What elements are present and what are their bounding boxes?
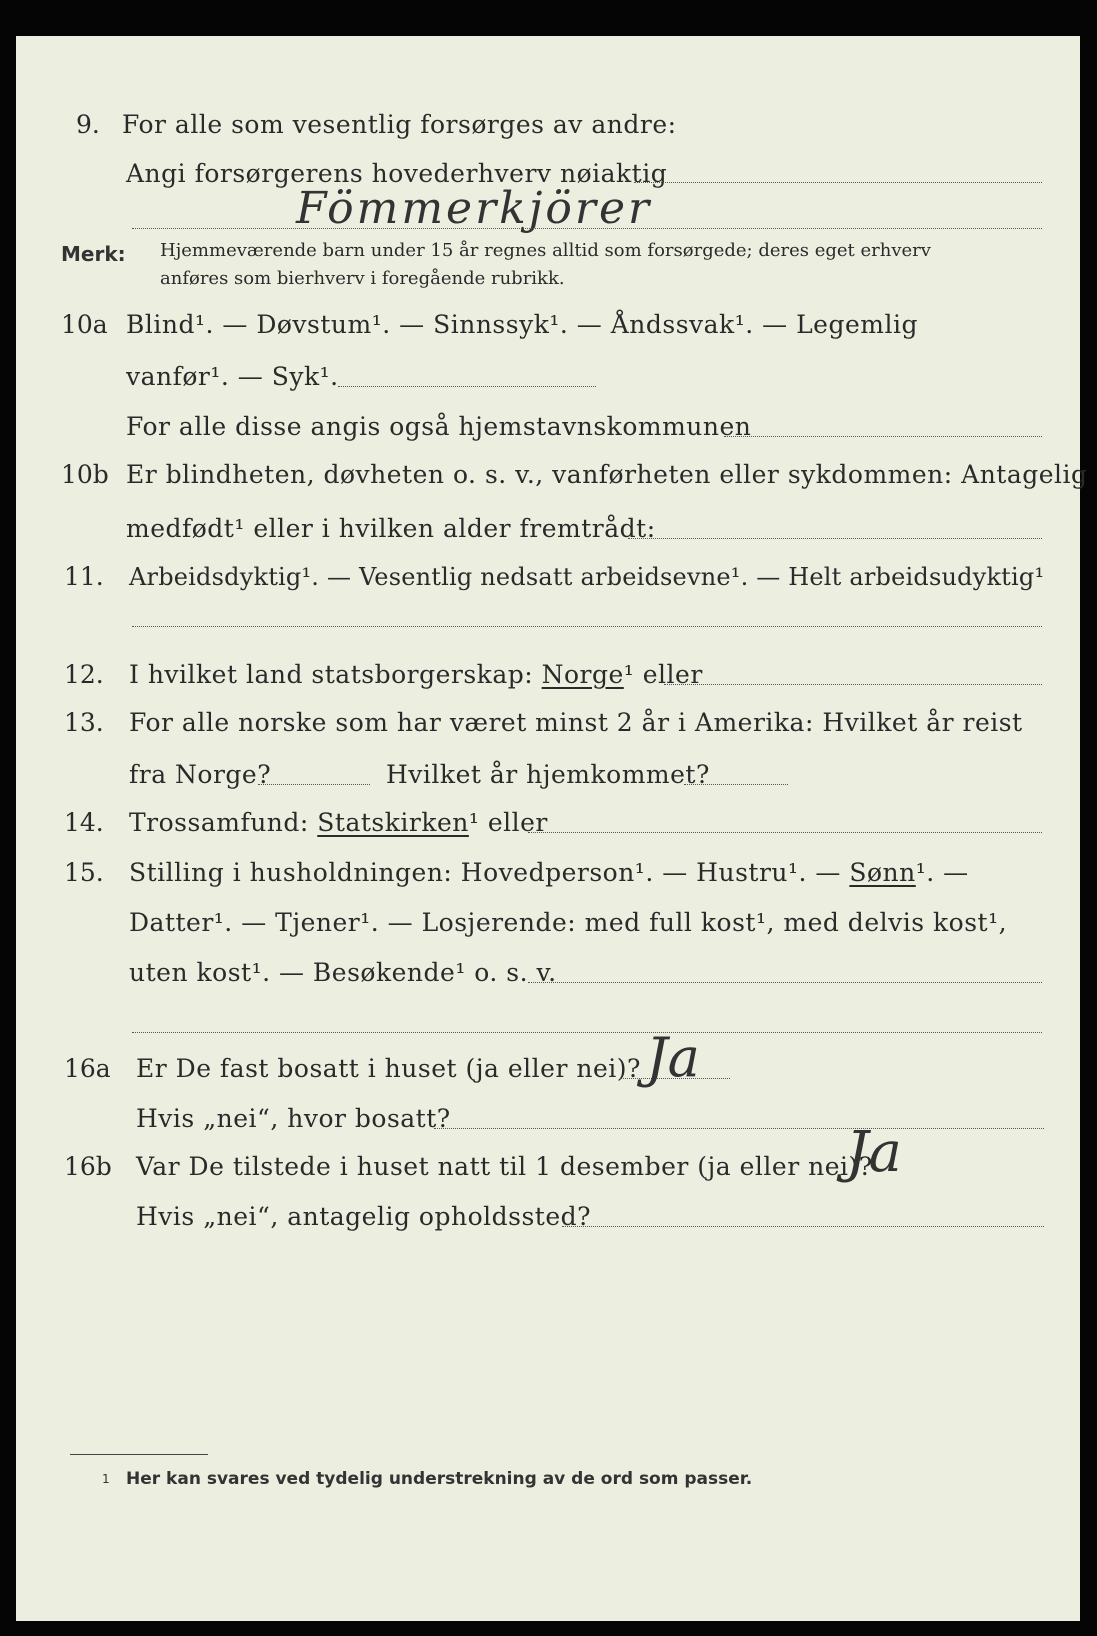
- q9-handwritten-answer: Fömmerkjörer: [296, 183, 653, 234]
- q11-number: 11.: [64, 562, 104, 591]
- q10b-answer-line[interactable]: [628, 538, 1042, 539]
- q15-answer-line-1[interactable]: [528, 982, 1042, 983]
- census-form-page: [16, 36, 1088, 1621]
- q13-line2b: Hvilket år hjemkommet?: [386, 760, 710, 789]
- merk-label: Merk:: [61, 242, 126, 266]
- q13-line2a: fra Norge?: [129, 760, 272, 789]
- q9-line2: Angi forsørgerens hovederhverv nøiaktig: [126, 159, 668, 188]
- q11-answer-line[interactable]: [132, 626, 1042, 627]
- merk-line1: Hjemmeværende barn under 15 år regnes alltid som forsørgede; deres eget erhverv: [160, 240, 931, 261]
- q12-underlined-answer: Norge: [541, 660, 624, 689]
- merk-line2: anføres som bierhverv i foregående rubrikk.: [160, 268, 565, 289]
- q15-line1: Stilling i husholdningen: Hovedperson¹. — Hustru¹. — Sønn¹. —: [129, 858, 969, 887]
- q13-line1: For alle norske som har været minst 2 år i Amerika: Hvilket år reist: [129, 708, 1023, 737]
- footnote-text: Her kan svares ved tydelig understrekning av de ord som passer.: [126, 1469, 753, 1489]
- q15-answer-line-2[interactable]: [132, 1032, 1042, 1033]
- q9-answer-line-2[interactable]: [132, 228, 1042, 229]
- q12-answer-line[interactable]: [664, 684, 1042, 685]
- q10a-answer-line[interactable]: [338, 386, 596, 387]
- q14-number: 14.: [64, 808, 104, 837]
- q15-underlined-answer: Sønn: [849, 858, 916, 887]
- q13-return-line[interactable]: [684, 784, 788, 785]
- footnote-mark: 1: [102, 1472, 110, 1486]
- q14-answer-line[interactable]: [528, 832, 1042, 833]
- q16b-line2: Hvis „nei“, antagelig opholdssted?: [136, 1202, 592, 1231]
- q9-number: 9.: [76, 110, 100, 139]
- q16b-number: 16b: [64, 1152, 112, 1181]
- q10a-line2: vanfør¹. — Syk¹.: [126, 362, 339, 391]
- q9-answer-line-1[interactable]: [634, 182, 1042, 183]
- q14-underlined-answer: Statskirken: [317, 808, 469, 837]
- q16b-line1: Var De tilstede i huset natt til 1 desember (ja eller nei)?: [136, 1152, 873, 1181]
- q16b-whereabouts-line[interactable]: [562, 1226, 1044, 1227]
- q16a-handwritten-answer: Ja: [646, 1026, 700, 1089]
- q13-departure-line[interactable]: [258, 784, 370, 785]
- footnote-rule: [70, 1454, 208, 1455]
- q10a-number: 10a: [61, 310, 108, 339]
- q16a-line2: Hvis „nei“, hvor bosatt?: [136, 1104, 451, 1133]
- q10a-line3: For alle disse angis også hjemstavnskommunen: [126, 412, 752, 441]
- q16b-handwritten-answer: Ja: [846, 1120, 902, 1185]
- q10a-line1: Blind¹. — Døvstum¹. — Sinnssyk¹. — Åndssvak¹. — Legemlig: [126, 310, 918, 339]
- q10b-line2: medfødt¹ eller i hvilken alder fremtrådt:: [126, 514, 656, 543]
- q10b-number: 10b: [61, 460, 109, 489]
- q12-line: I hvilket land statsborgerskap: Norge¹ eller: [129, 660, 703, 689]
- q15-number: 15.: [64, 858, 104, 887]
- q10b-line1: Er blindheten, døvheten o. s. v., vanførheten eller sykdommen: Antagelig: [126, 460, 1088, 489]
- q16a-line1: Er De fast bosatt i huset (ja eller nei)?: [136, 1054, 641, 1083]
- q16a-residence-line[interactable]: [434, 1128, 1044, 1129]
- q13-number: 13.: [64, 708, 104, 737]
- q16a-number: 16a: [64, 1054, 111, 1083]
- q12-number: 12.: [64, 660, 104, 689]
- q15-line2: Datter¹. — Tjener¹. — Losjerende: med full kost¹, med delvis kost¹,: [129, 908, 1008, 937]
- q11-line1: Arbeidsdyktig¹. — Vesentlig nedsatt arbeidsevne¹. — Helt arbeidsudyktig¹: [129, 563, 1045, 591]
- q14-line: Trossamfund: Statskirken¹ eller: [129, 808, 548, 837]
- q10a-hometown-line[interactable]: [724, 436, 1042, 437]
- q15-line3: uten kost¹. — Besøkende¹ o. s. v.: [129, 958, 557, 987]
- q9-line1: For alle som vesentlig forsørges av andre:: [122, 110, 677, 139]
